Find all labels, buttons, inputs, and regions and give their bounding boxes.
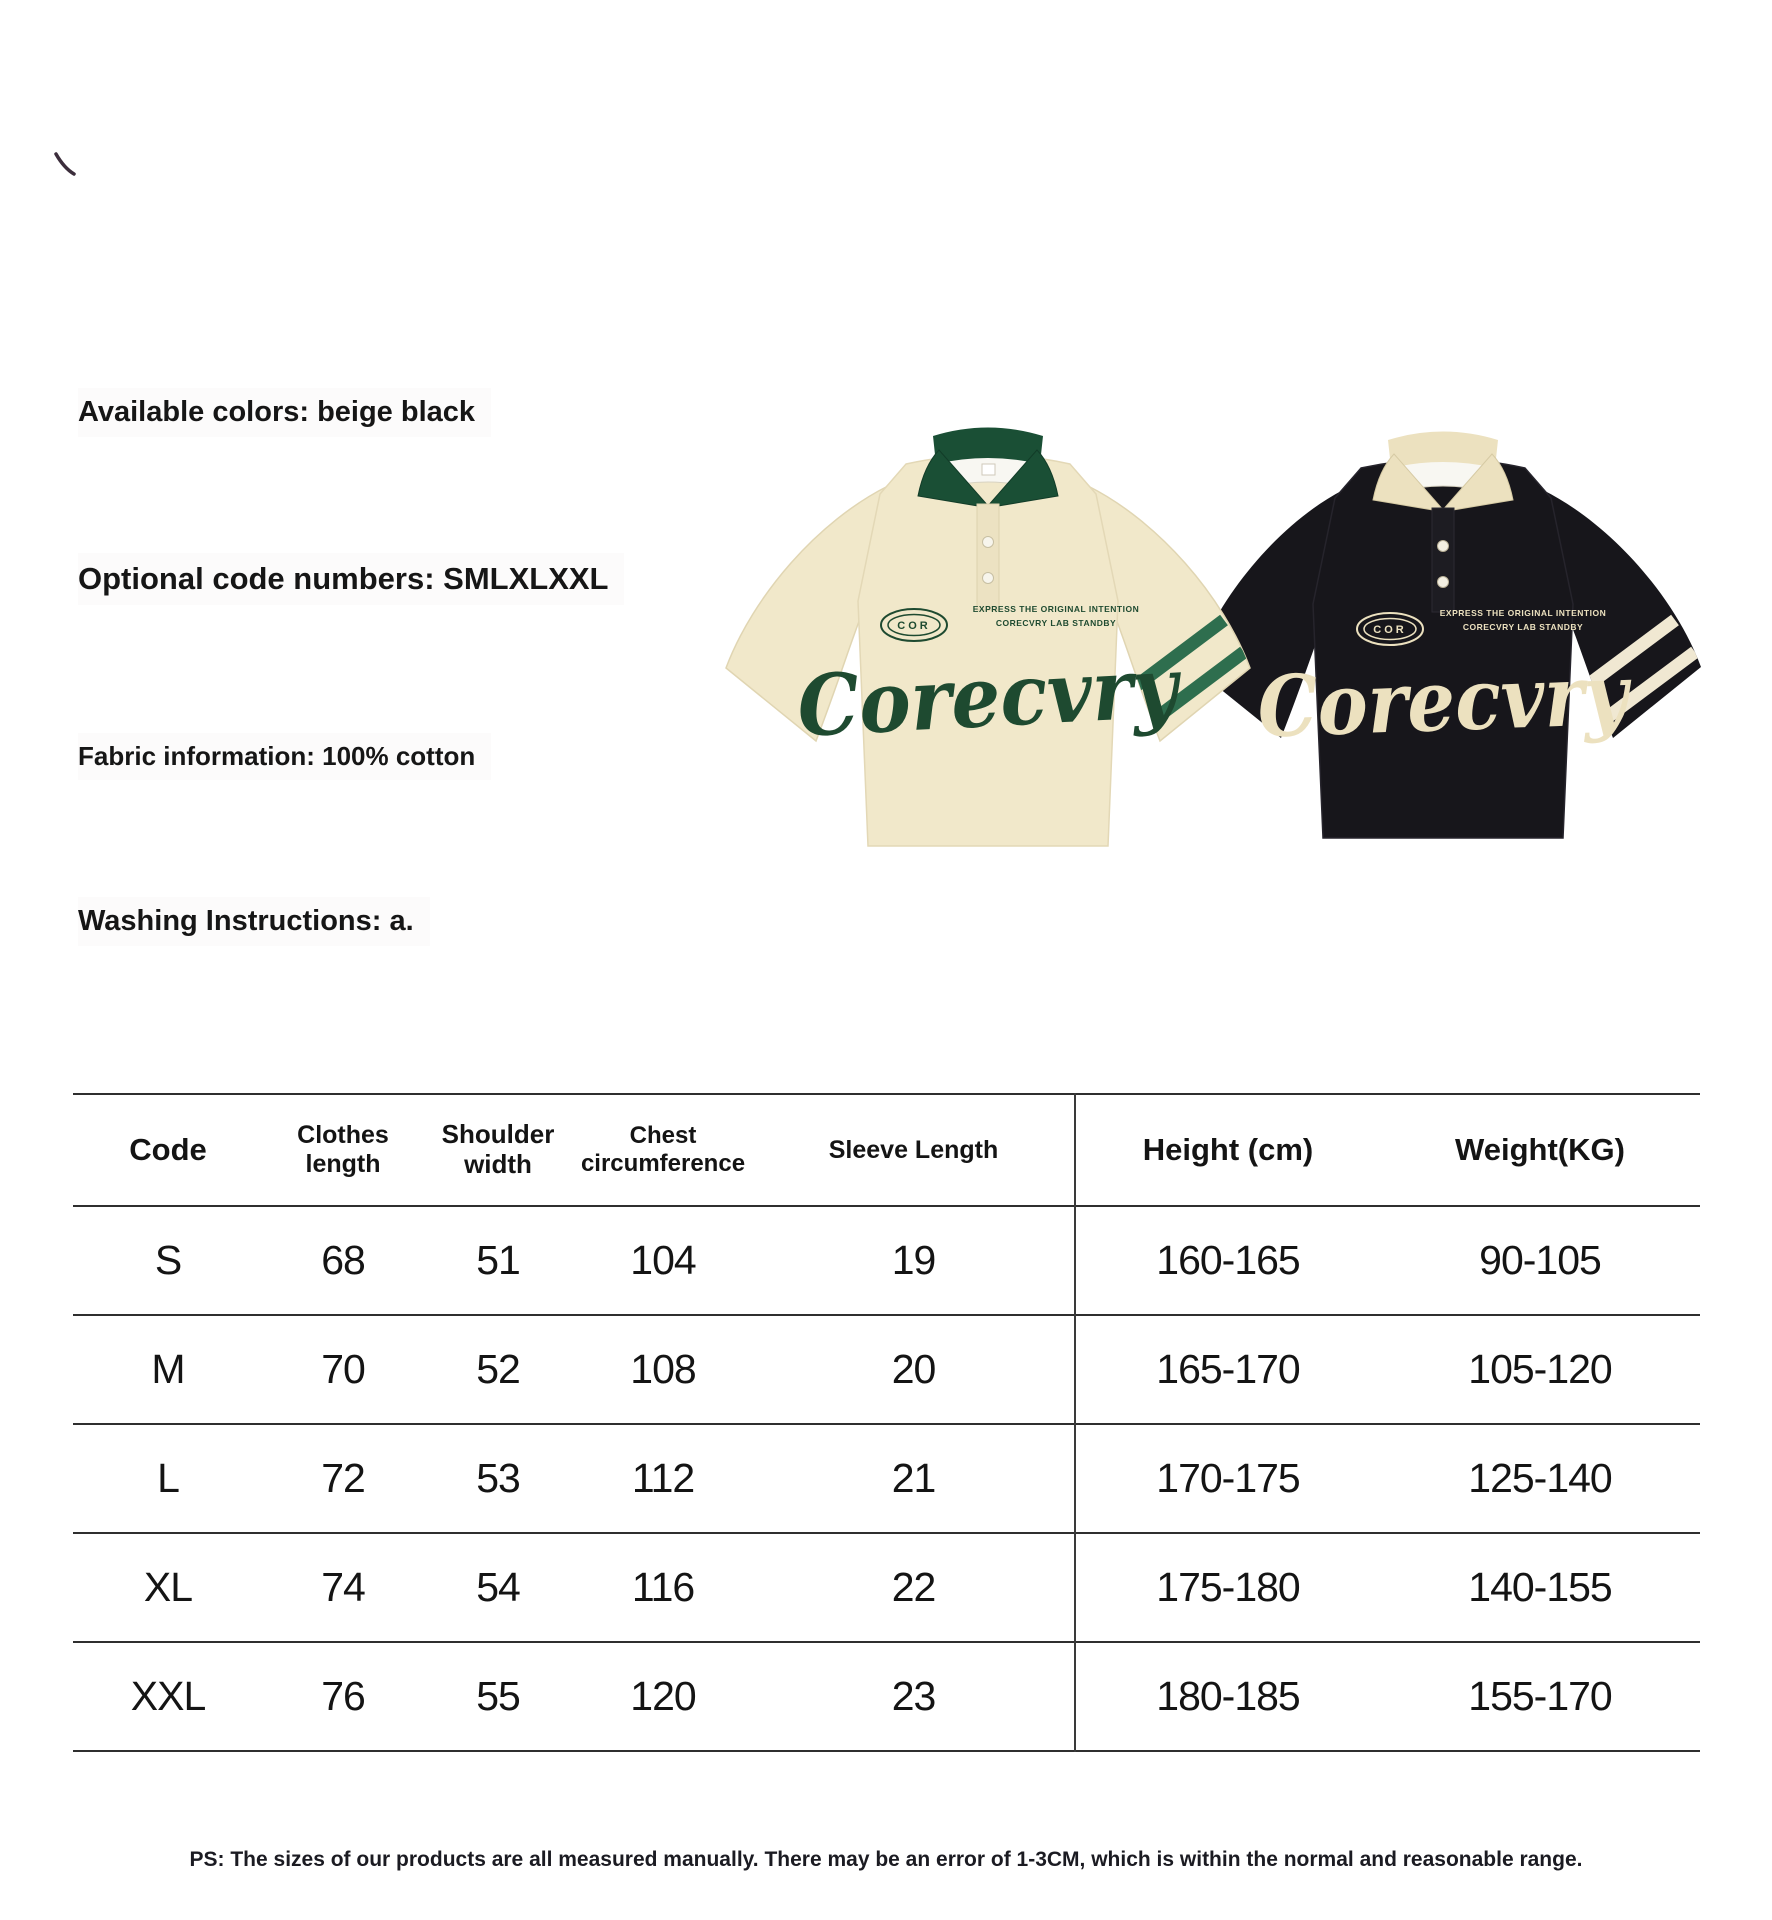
beige-neck-label xyxy=(982,464,995,475)
black-button xyxy=(1438,541,1449,552)
cell: 125-140 xyxy=(1468,1455,1612,1501)
beige-chest-text-line2: CORECVRY LAB STANDBY xyxy=(995,618,1117,628)
cell: 23 xyxy=(753,1642,1075,1751)
cell: XXL xyxy=(130,1673,206,1719)
cell: M xyxy=(151,1346,185,1392)
black-script-logo: Corecvry xyxy=(1255,643,1673,757)
available-colors-label: Available colors: beige black xyxy=(78,388,491,437)
cell: 112 xyxy=(631,1455,695,1501)
beige-chest-text-line1: EXPRESS THE ORIGINAL INTENTION xyxy=(972,604,1140,614)
black-placket xyxy=(1432,508,1454,612)
washing-instructions-label: Washing Instructions: a. xyxy=(78,897,430,946)
cell: 54 xyxy=(476,1564,520,1610)
size-row-xxl xyxy=(73,1642,1700,1751)
cell: S xyxy=(154,1237,182,1283)
beige-button xyxy=(983,573,994,584)
cell: 22 xyxy=(753,1533,1075,1642)
header-weight: Weight(KG) xyxy=(1455,1132,1625,1168)
beige-script-logo: Corecvry xyxy=(795,635,1214,756)
size-row-s xyxy=(73,1206,1700,1315)
cell: 53 xyxy=(476,1455,520,1501)
beige-button xyxy=(983,537,994,548)
cell: 108 xyxy=(630,1346,696,1392)
size-row-xl xyxy=(73,1533,1700,1642)
code-numbers-label: Optional code numbers: SMLXLXXL xyxy=(78,553,624,605)
cell: 19 xyxy=(753,1206,1075,1315)
cell: 68 xyxy=(321,1237,365,1283)
tick-mark xyxy=(52,150,78,184)
cell: 70 xyxy=(321,1346,365,1392)
header-height: Height (cm) xyxy=(1142,1132,1314,1168)
cell: 55 xyxy=(476,1673,520,1719)
cell: L xyxy=(157,1455,179,1501)
header-code: Code xyxy=(129,1132,207,1168)
size-table xyxy=(73,1093,1700,1752)
cell: 180-185 xyxy=(1156,1673,1300,1719)
beige-badge-text: COR xyxy=(897,620,931,632)
fabric-info-label: Fabric information: 100% cotton xyxy=(78,733,491,780)
cell: XL xyxy=(143,1564,193,1610)
cell: 21 xyxy=(753,1424,1075,1533)
cell: 140-155 xyxy=(1468,1564,1612,1610)
black-button xyxy=(1438,577,1449,588)
size-row-m xyxy=(73,1315,1700,1424)
beige-placket xyxy=(977,504,999,610)
cell: 175-180 xyxy=(1156,1564,1300,1610)
header-shoulder-width: Shoulder width xyxy=(441,1119,555,1179)
cell: 116 xyxy=(631,1564,695,1610)
cell: 155-170 xyxy=(1468,1673,1612,1719)
cell: 105-120 xyxy=(1468,1346,1612,1392)
cell: 170-175 xyxy=(1156,1455,1300,1501)
cell: 72 xyxy=(321,1455,365,1501)
cell: 52 xyxy=(476,1346,520,1392)
cell: 165-170 xyxy=(1156,1346,1300,1392)
cell: 76 xyxy=(321,1673,365,1719)
header-sleeve-length: Sleeve Length xyxy=(753,1094,1075,1206)
cell: 90-105 xyxy=(1479,1237,1601,1283)
black-chest-text-line2: CORECVRY LAB STANDBY xyxy=(1462,622,1584,632)
cell: 104 xyxy=(630,1237,696,1283)
black-chest-text-line1: EXPRESS THE ORIGINAL INTENTION xyxy=(1439,608,1607,618)
cell: 20 xyxy=(753,1315,1075,1424)
header-clothes-length: Clothes length xyxy=(297,1121,389,1178)
cell: 51 xyxy=(476,1237,520,1283)
cell: 74 xyxy=(321,1564,365,1610)
black-badge-text: COR xyxy=(1373,624,1407,636)
size-row-l xyxy=(73,1424,1700,1533)
beige-polo-image xyxy=(688,406,1290,853)
cell: 120 xyxy=(630,1673,696,1719)
header-chest-circumference: Chest circumference xyxy=(580,1122,746,1177)
size-table-header-row xyxy=(73,1094,1700,1206)
footer-note: PS: The sizes of our products are all measured manually. There may be an error of 1-3CM, which is within the normal and reasonable range. xyxy=(189,1848,1583,1871)
cell: 160-165 xyxy=(1156,1237,1300,1283)
